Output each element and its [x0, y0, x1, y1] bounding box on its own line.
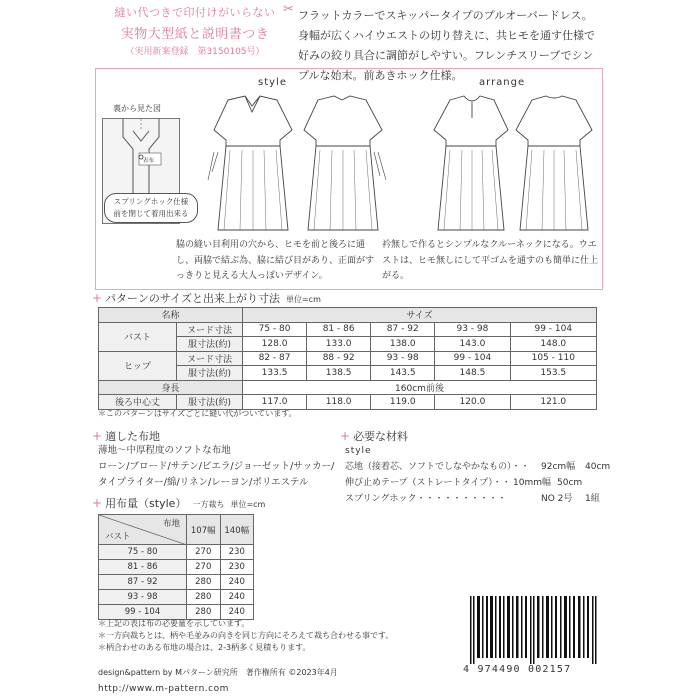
material-spec: 92cm幅 — [541, 462, 576, 472]
row-label-height: 身長 — [99, 380, 243, 395]
fabric-title-text: 適した布地 — [105, 430, 161, 443]
list-item: 薄地～中厚程度のソフトな布地 — [98, 445, 231, 456]
table-cell: 120.0 — [435, 395, 510, 410]
table-row — [99, 545, 254, 560]
table-cell: 128.0 — [243, 337, 307, 352]
table-cell: 240 — [220, 605, 254, 620]
table-cell: 280 — [187, 575, 221, 590]
header-line-2: 実物大型紙と説明書つき — [120, 27, 270, 42]
table-cell: 240 — [220, 590, 254, 605]
header-block — [100, 4, 290, 57]
fabric-list — [98, 443, 334, 491]
table-row — [99, 590, 254, 605]
size-section-title — [92, 290, 321, 306]
hook-label-line-1: スプリングホック仕様 — [113, 197, 189, 206]
row-sub-label: 服寸法(約) — [177, 395, 243, 410]
table-cell: 230 — [220, 560, 254, 575]
table-cell: 280 — [187, 590, 221, 605]
table-row — [99, 575, 254, 590]
yardage-table — [98, 514, 254, 620]
table-cell: 75 - 80 — [243, 322, 307, 337]
table-cell: 143.5 — [371, 366, 435, 381]
size-note: ＊このパターンはサイズごとに縫い代がついています。 — [98, 409, 297, 418]
table-cell: 240 — [220, 575, 254, 590]
arrange-back-drawing — [516, 96, 592, 230]
height-value: 160cm前後 — [243, 380, 597, 395]
yardage-title-text: 用布量（style） — [105, 497, 187, 510]
table-cell: 270 — [187, 560, 221, 575]
table-row — [99, 380, 597, 395]
yardage-subtitle: 一方裁ち — [192, 500, 225, 509]
row-sub-label: ヌード寸法 — [177, 351, 243, 366]
table-cell: 133.0 — [307, 337, 371, 352]
plus-icon: + — [92, 291, 103, 305]
table-cell: 105 - 110 — [510, 351, 596, 366]
yardage-note-2: ＊一方向裁ちとは、柄や毛並みの向きを同じ方向にそろえて裁ち合わせる事です。 — [98, 631, 394, 640]
style-front-drawing — [208, 96, 292, 230]
yardage-note-3: ＊柄合わせのある布地の場合は、2-3柄多く見積もります。 — [98, 643, 311, 652]
list-item — [345, 459, 615, 475]
table-cell: 75 - 80 — [99, 545, 187, 560]
scissors-icon: ✂ — [283, 2, 294, 17]
style-back-drawing — [304, 96, 386, 230]
fabric-section-title — [92, 428, 160, 444]
list-item: タイプライター/綿/リネン/レーヨン/ポリエステル — [98, 477, 309, 488]
yardage-unit: 単位=cm — [230, 500, 266, 509]
barcode-number: 4 974490 002157 — [463, 664, 572, 675]
yardage-section-title — [92, 495, 265, 511]
table-cell: 118.0 — [307, 395, 371, 410]
style-label: style — [258, 77, 287, 88]
material-spec: NO 2号 — [541, 494, 573, 504]
plus-icon: + — [340, 429, 351, 443]
header-fabric: 布地 — [162, 519, 180, 529]
hook-callout — [104, 193, 198, 223]
table-cell: 99 - 104 — [435, 351, 510, 366]
table-cell: 81 - 86 — [307, 322, 371, 337]
size-unit: 単位=cm — [285, 295, 321, 304]
table-cell: 93 - 98 — [371, 351, 435, 366]
arrange-label: arrange — [479, 77, 526, 88]
list-item — [345, 491, 615, 507]
table-cell: 99 - 104 — [510, 322, 596, 337]
table-row — [99, 351, 597, 366]
hook-label-line-2: 前を閉じて着用出来る — [113, 209, 189, 218]
table-row — [99, 395, 597, 410]
table-cell: 87 - 92 — [371, 322, 435, 337]
table-cell: 280 — [187, 605, 221, 620]
header-140: 140幅 — [220, 515, 254, 545]
list-item — [345, 475, 615, 491]
style-caption: 脇の縫い目利用の穴から、ヒモを前と後ろに通し、両脇で結ぶ為、脇に結び目があり、正面がすっきりと見える大人っぽいデザイン。 — [176, 240, 375, 281]
header-107: 107幅 — [187, 515, 221, 545]
material-qty: 50cm — [557, 478, 583, 488]
table-cell: 153.5 — [510, 366, 596, 381]
row-label-bust: バスト — [99, 322, 177, 351]
table-cell: 81 - 86 — [99, 560, 187, 575]
materials-subtitle: style — [345, 446, 372, 456]
row-sub-label: 服寸法(約) — [177, 337, 243, 352]
row-label-back-length: 後ろ中心丈 — [99, 395, 177, 410]
material-spec: 10mm幅 — [513, 478, 551, 488]
table-cell: 82 - 87 — [243, 351, 307, 366]
material-name: 芯地（接着芯、ソフトでしなやかなもの）・・ — [345, 462, 530, 472]
table-cell: 121.0 — [510, 395, 596, 410]
table-cell: 93 - 98 — [99, 590, 187, 605]
list-item: ローン/ブロード/サテン/ビエラ/ジョーゼット/サッカー/ — [98, 461, 335, 472]
materials-title-text: 必要な材料 — [353, 430, 409, 443]
intro-text: フラットカラーでスキッパータイプのプルオーバードレス。身幅が広くハイウエストの切り替えに、共ヒモを通す仕様で好みの絞り具合に調節がしやすい。フレンチスリーブでシンプルな始末。前あきホック仕様。 — [298, 9, 595, 82]
yardage-note-1: ＊上記の表は布の必要量を示しています。 — [98, 619, 250, 628]
table-cell: 148.0 — [510, 337, 596, 352]
yardage-header-diagonal — [99, 515, 187, 545]
table-cell: 143.0 — [435, 337, 510, 352]
materials-section-title — [340, 428, 408, 444]
table-cell: 138.5 — [307, 366, 371, 381]
plus-icon: + — [92, 429, 103, 443]
header-line-3: （実用新案登録 第3150105号） — [125, 47, 265, 57]
footer-url[interactable]: http://www.m-pattern.com — [98, 684, 229, 694]
row-label-hip: ヒップ — [99, 351, 177, 380]
fabric-tag-label: 表布 — [143, 158, 155, 164]
table-cell: 270 — [187, 545, 221, 560]
plus-icon: + — [92, 496, 103, 510]
table-cell: 230 — [220, 545, 254, 560]
table-row — [99, 560, 254, 575]
material-qty: 40cm — [585, 462, 611, 472]
table-cell: 88 - 92 — [307, 351, 371, 366]
table-cell: 133.5 — [243, 366, 307, 381]
barcode-image — [468, 596, 600, 664]
table-header-size: サイズ — [243, 308, 597, 323]
material-name: 伸び止めテープ（ストレートタイプ）・・ — [345, 478, 511, 488]
row-sub-label: ヌード寸法 — [177, 322, 243, 337]
header-line-1: 縫い代つきで印付けがいらない — [114, 6, 276, 19]
table-cell: 99 - 104 — [99, 605, 187, 620]
back-view-title: 裏から見た図 — [113, 104, 161, 113]
size-title-text: パターンのサイズと出来上がり寸法 — [105, 292, 280, 305]
table-header-name: 名称 — [99, 308, 243, 323]
table-cell: 148.5 — [435, 366, 510, 381]
table-cell: 87 - 92 — [99, 575, 187, 590]
table-cell: 117.0 — [243, 395, 307, 410]
table-row — [99, 322, 597, 337]
table-cell: 119.0 — [371, 395, 435, 410]
size-table — [98, 307, 597, 410]
row-sub-label: 服寸法(約) — [177, 366, 243, 381]
arrange-caption: 衿無しで作るとシンプルなクルーネックになる。ウエストは、ヒモ無しにして平ゴムを通すのも簡単に仕上がる。 — [382, 240, 599, 281]
footer-credit: design&pattern by Mパターン研究所 著作権所有 ©2023年4月 — [98, 668, 338, 677]
garment-drawings — [200, 90, 600, 240]
table-cell: 138.0 — [371, 337, 435, 352]
arrange-front-drawing — [434, 96, 508, 230]
header-bust: バスト — [105, 532, 131, 542]
table-cell: 93 - 98 — [435, 322, 510, 337]
material-name: スプリングホック・・・・・・・・・・ — [345, 494, 507, 504]
materials-list — [345, 443, 615, 507]
material-qty: 1組 — [585, 494, 600, 504]
